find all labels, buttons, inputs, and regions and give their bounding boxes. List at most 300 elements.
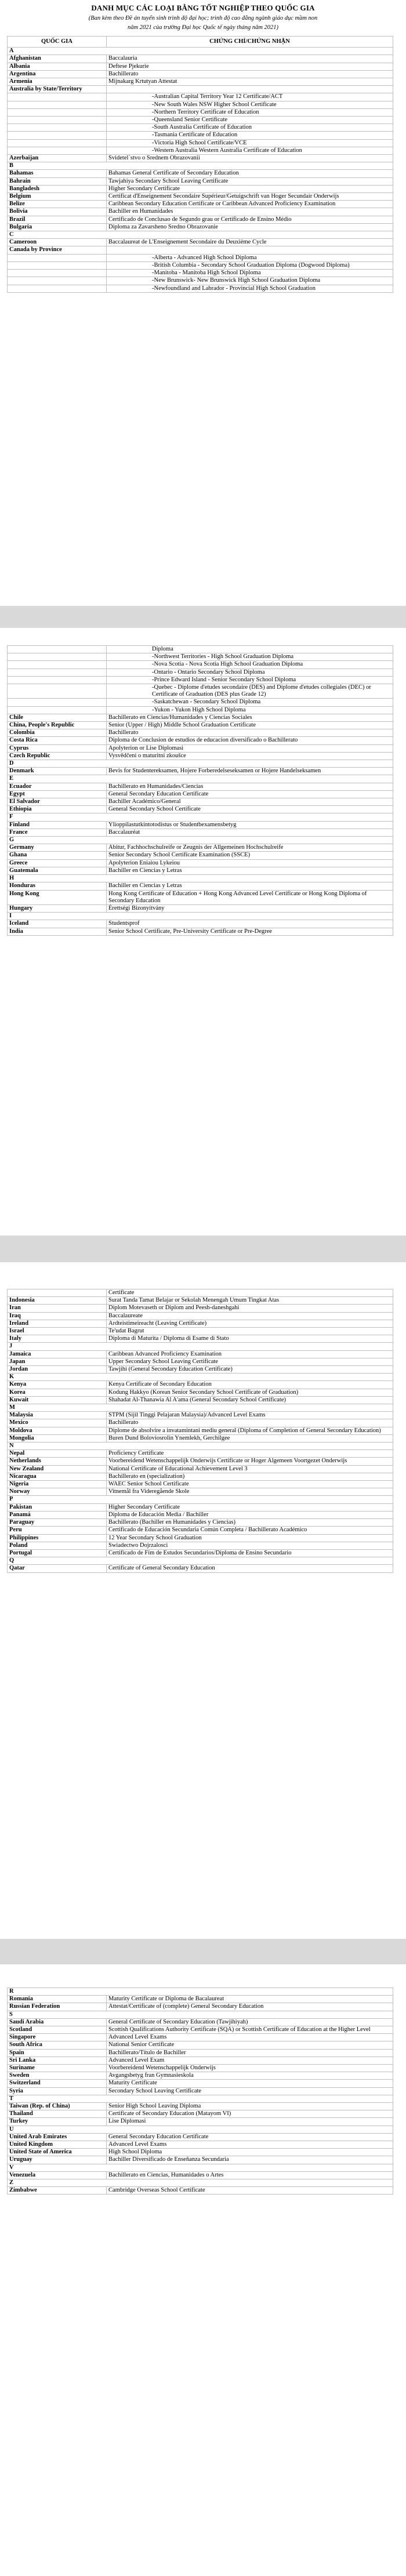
certificate-cell: Mijnakarg Krtutyan Attestat <box>107 78 393 86</box>
country-cell: Australia by State/Territory <box>8 86 107 93</box>
certificate-cell: National Senior Certificate <box>107 2041 393 2049</box>
section-letter-row <box>8 2011 393 2018</box>
country-cell-empty <box>8 261 107 269</box>
certificate-cell: Diplom Motevaseth or Diplom and Peesh-daneshgahi <box>107 1305 393 1312</box>
table-subrow <box>8 147 393 154</box>
country-cell: Bolivia <box>8 208 107 216</box>
country-cell: El Salvador <box>8 798 107 806</box>
table-row <box>8 1434 393 1442</box>
table-row <box>8 1565 393 1572</box>
country-cell: South Africa <box>8 2041 107 2049</box>
certificate-cell: Diploma za Zavarsheno Sredno Obrazovanie <box>107 223 393 231</box>
country-cell: Afghanistan <box>8 55 107 63</box>
table-subrow <box>8 285 393 292</box>
country-cell: Qatar <box>8 1565 107 1572</box>
section-letter-row <box>8 231 393 239</box>
section-letter-row <box>8 48 393 55</box>
table-row <box>8 246 393 254</box>
country-cell: Portugal <box>8 1549 107 1557</box>
country-cell: Iceland <box>8 920 107 928</box>
country-cell: Malaysia <box>8 1412 107 1419</box>
table-row <box>8 2110 393 2118</box>
table-row <box>8 1534 393 1542</box>
document-header <box>0 0 406 31</box>
country-cell: Panamá <box>8 1511 107 1518</box>
country-cell: Nicaragua <box>8 1473 107 1480</box>
country-cell: Belgium <box>8 193 107 201</box>
certificate-cell: Cambridge Overseas School Certificate <box>107 2187 393 2194</box>
table-row <box>8 920 393 928</box>
table-row <box>8 1473 393 1480</box>
certificate-subitem: -Western Australia Western Australia Certificate of Education <box>107 147 393 154</box>
certificate-cell: Advanced Level Exams <box>107 2141 393 2149</box>
certificate-cell: Te'udat Bagrut <box>107 1328 393 1335</box>
table-subrow <box>8 270 393 277</box>
certificate-cell: National Certificate of Educational Achievement Level 3 <box>107 1465 393 1473</box>
table-row <box>8 177 393 185</box>
country-cell: Syria <box>8 2087 107 2095</box>
country-cell: Taiwan (Rep. of China) <box>8 2103 107 2110</box>
certificate-cell: Studentsprof <box>107 920 393 928</box>
country-cell: Romania <box>8 1996 107 2003</box>
certificate-subitem: -Ontario - Ontario Secondary School Diploma <box>107 668 393 676</box>
table-row <box>8 821 393 829</box>
certificate-subitem: -Queensland Senior Certificate <box>107 117 393 124</box>
certificate-subitem: Diploma <box>107 646 393 653</box>
country-cell: Israel <box>8 1328 107 1335</box>
section-letter: C <box>8 231 393 239</box>
certificate-cell: Bachillerato en Ciencias, Humanidades o Artes <box>107 2171 393 2179</box>
country-cell: New Zealand <box>8 1465 107 1473</box>
certificate-cell: Vitnemål fra Videregående Skole <box>107 1488 393 1496</box>
table-subrow <box>8 93 393 101</box>
section-letter-row <box>8 2095 393 2102</box>
certificate-table-body <box>8 1988 393 2194</box>
table-row <box>8 1297 393 1305</box>
table-row <box>8 806 393 813</box>
table-row <box>8 1328 393 1335</box>
certificate-cell: Diploma de Conclusion de estudios de educacion diversificado o Bachillerato <box>107 737 393 744</box>
certificate-cell: Baccalauréat <box>107 829 393 836</box>
table-row <box>8 2041 393 2049</box>
table-row <box>8 882 393 890</box>
table-row <box>8 170 393 177</box>
table-row <box>8 201 393 208</box>
certificate-cell: Bachillerato (Bachiller en Humanidades y Ciencias) <box>107 1519 393 1527</box>
table-row <box>8 852 393 859</box>
certificate-cell: Ylioppilastutkintotodistus or Studentbexamensbetyg <box>107 821 393 829</box>
section-letter-row <box>8 162 393 170</box>
certificate-cell: Érettségi Bizonyítvány <box>107 904 393 912</box>
table-row <box>8 1350 393 1358</box>
table-row <box>8 193 393 201</box>
section-letter: Z <box>8 2179 393 2187</box>
country-cell: Suriname <box>8 2065 107 2072</box>
table-row <box>8 1396 393 1404</box>
country-cell-empty <box>8 108 107 116</box>
certificate-cell: Maturity Certificate or Diploma de Bacalaureat <box>107 1996 393 2003</box>
table-row <box>8 1305 393 1312</box>
country-cell: Indonesia <box>8 1297 107 1305</box>
section-letter-row <box>8 775 393 783</box>
table-subrow <box>8 653 393 661</box>
certificate-table <box>7 645 393 936</box>
table-row <box>8 86 393 93</box>
section-letter: B <box>8 162 393 170</box>
document-page-1 <box>0 0 406 606</box>
country-cell: Jamaica <box>8 1350 107 1358</box>
certificate-cell: Certificate <box>107 1289 393 1297</box>
table-row <box>8 216 393 223</box>
table-row <box>8 2087 393 2095</box>
certificate-cell: Bachiller en Ciencias y Letras <box>107 882 393 890</box>
table-row <box>8 783 393 790</box>
certificate-cell: Bachiller Académico/General <box>107 798 393 806</box>
certificate-cell: Tawjihi (General Secondary Education Certificate) <box>107 1366 393 1374</box>
certificate-cell: Ardteistimeireacht (Leaving Certificate) <box>107 1320 393 1327</box>
country-cell: Denmark <box>8 768 107 775</box>
table-subrow <box>8 676 393 684</box>
section-letter-row <box>8 2164 393 2171</box>
table-row <box>8 1465 393 1473</box>
table-row <box>8 1458 393 1465</box>
table-subrow <box>8 699 393 706</box>
section-letter: Q <box>8 1557 393 1565</box>
table-row <box>8 859 393 867</box>
country-cell-empty <box>8 139 107 147</box>
certificate-table <box>7 1988 393 2194</box>
table-row <box>8 2118 393 2126</box>
country-cell-empty <box>8 646 107 653</box>
certificate-cell: Tawjahiya Secondary School Leaving Certificate <box>107 177 393 185</box>
country-cell-empty <box>8 285 107 292</box>
country-cell: Venezuela <box>8 2171 107 2179</box>
table-row <box>8 1289 393 1297</box>
country-cell: Nepal <box>8 1450 107 1458</box>
table-row <box>8 185 393 192</box>
table-row <box>8 928 393 935</box>
country-cell: Nigeria <box>8 1481 107 1488</box>
table-subrow <box>8 132 393 139</box>
certificate-cell: Proficiency Certificate <box>107 1450 393 1458</box>
section-letter: F <box>8 813 393 821</box>
section-letter-row <box>8 837 393 844</box>
country-cell: Paraguay <box>8 1519 107 1527</box>
country-cell: Sweden <box>8 2072 107 2080</box>
country-cell: Iran <box>8 1305 107 1312</box>
section-letter: I <box>8 913 393 920</box>
country-cell: Mexico <box>8 1419 107 1427</box>
table-row <box>8 2057 393 2064</box>
section-letter-row <box>8 875 393 882</box>
table-row <box>8 155 393 162</box>
certificate-cell: Vysvědčeni o maturitni zkoušce <box>107 752 393 760</box>
certificate-cell: Kodung Hakkyo (Korean Senior Secondary School Certificate of Graduation) <box>107 1389 393 1396</box>
certificate-cell: Apolyterion Eniaiou Lykeiou <box>107 859 393 867</box>
country-cell: Sri Lanka <box>8 2057 107 2064</box>
section-letter: M <box>8 1404 393 1412</box>
certificate-cell: Bachillerato en Ciencias/Humanidades y Ciencias Sociales <box>107 714 393 721</box>
country-cell-empty <box>8 101 107 108</box>
table-row <box>8 714 393 721</box>
certificate-subitem: -Yukon - Yukon High School Diploma <box>107 706 393 714</box>
certificate-subitem: -Manitoba - Manitoba High School Diploma <box>107 270 393 277</box>
country-cell <box>8 1289 107 1297</box>
table-row <box>8 63 393 70</box>
country-cell: Armenia <box>8 78 107 86</box>
table-row <box>8 1412 393 1419</box>
country-cell: Brazil <box>8 216 107 223</box>
section-letter: K <box>8 1374 393 1381</box>
certificate-cell: Advanced Level Exam <box>107 2057 393 2064</box>
certificate-cell: Bachillerato/Título de Bachiller <box>107 2049 393 2057</box>
document-page-4 <box>0 1964 406 2576</box>
country-cell: Iraq <box>8 1312 107 1320</box>
table-row <box>8 1358 393 1365</box>
table-row <box>8 1335 393 1343</box>
certificate-cell: Advanced Level Exams <box>107 2034 393 2041</box>
certificate-cell: Diploma di Maturita / Diploma di Esame di Stato <box>107 1335 393 1343</box>
country-cell: Uruguay <box>8 2156 107 2164</box>
section-letter: V <box>8 2164 393 2171</box>
certificate-table-body <box>8 37 393 293</box>
table-subrow <box>8 124 393 132</box>
table-row <box>8 1527 393 1534</box>
country-cell: Mongolia <box>8 1434 107 1442</box>
section-letter: H <box>8 875 393 882</box>
table-subrow <box>8 101 393 108</box>
country-cell: Scotland <box>8 2026 107 2034</box>
country-cell: Bulgaria <box>8 223 107 231</box>
country-cell: Hong Kong <box>8 890 107 904</box>
table-row <box>8 1542 393 1549</box>
certificate-cell: Certificado de Educación Secundaria Común Completa / Bachillerato Académico <box>107 1527 393 1534</box>
country-cell: Greece <box>8 859 107 867</box>
certificate-cell: High School Diploma <box>107 2149 393 2156</box>
document-subtitle-line-2: năm 2021 của trường Đại học Quốc tế ngày tháng năm 2021) <box>127 24 279 31</box>
certificate-cell: Apolyterion or Lise Diplomasi <box>107 744 393 752</box>
country-cell: Switzerland <box>8 2080 107 2087</box>
table-subrow <box>8 277 393 285</box>
table-subrow <box>8 139 393 147</box>
country-cell-empty <box>8 93 107 101</box>
certificate-cell: Bachillerato en (specialization) <box>107 1473 393 1480</box>
certificate-cell: WAEC Senior School Certificate <box>107 1481 393 1488</box>
table-row <box>8 1996 393 2003</box>
document-page-2 <box>0 628 406 1236</box>
section-letter-row <box>8 1374 393 1381</box>
certificate-subitem: -Victoria High School Certificate/VCE <box>107 139 393 147</box>
table-row <box>8 1366 393 1374</box>
country-cell: Costa Rica <box>8 737 107 744</box>
table-header-row <box>8 37 393 48</box>
country-cell-empty <box>8 124 107 132</box>
country-cell: Bangladesh <box>8 185 107 192</box>
table-row <box>8 844 393 852</box>
country-cell: Cameroon <box>8 239 107 246</box>
section-letter: P <box>8 1496 393 1503</box>
section-letter-row <box>8 1343 393 1350</box>
table-row <box>8 1503 393 1511</box>
country-cell: United State of America <box>8 2149 107 2156</box>
table-row <box>8 2034 393 2041</box>
table-row <box>8 1427 393 1434</box>
certificate-cell: Shahadat Al-Thanawia Al A'ama (General Secondary School Certificate) <box>107 1396 393 1404</box>
certificate-cell: Certificado de Conclusao de Segundo grau or Certificado de Ensino Médio <box>107 216 393 223</box>
table-row <box>8 737 393 744</box>
table-row <box>8 1389 393 1396</box>
table-row <box>8 1419 393 1427</box>
certificate-cell: STPM (Sijil Tinggi Pelajaran Malaysia)/Advanced Level Exams <box>107 1412 393 1419</box>
certificate-subitem: -Australian Capital Territory Year 12 Certificate/ACT <box>107 93 393 101</box>
table-row <box>8 1488 393 1496</box>
section-letter-row <box>8 913 393 920</box>
table-row <box>8 768 393 775</box>
certificate-cell: Bachiller Diversificado de Enseñanza Secundaria <box>107 2156 393 2164</box>
country-cell: Netherlands <box>8 1458 107 1465</box>
table-row <box>8 2156 393 2164</box>
certificate-cell: Svidetel`stvo o Srednem Obrazovanii <box>107 155 393 162</box>
certificate-subitem: -British Columbia - Secondary School Graduation Diploma (Dogwood Diploma) <box>107 261 393 269</box>
table-row <box>8 2049 393 2057</box>
certificate-subitem: -Northwest Territories - High School Graduation Diploma <box>107 653 393 661</box>
document-subtitle-line-1: (Ban kèm theo Đề án tuyển sinh trình độ đại học; trình độ cao đẳng ngành giáo dục mầm non <box>88 15 318 21</box>
country-cell: Bahrain <box>8 177 107 185</box>
certificate-subitem: -Alberta - Advanced High School Diploma <box>107 254 393 261</box>
table-row <box>8 729 393 737</box>
document-page-3 <box>0 1262 406 1939</box>
table-row <box>8 798 393 806</box>
section-letter: J <box>8 1343 393 1350</box>
country-cell: China, People's Republic <box>8 722 107 729</box>
certificate-cell: Bevis for Studentereksamen, Hojere Forberedelseseksamen or Hojere Handelseksamen <box>107 768 393 775</box>
country-cell: India <box>8 928 107 935</box>
section-letter: T <box>8 2095 393 2102</box>
country-cell: Kenya <box>8 1381 107 1389</box>
certificate-cell: Senior School Certificate, Pre-University Certificate or Pre-Degree <box>107 928 393 935</box>
country-cell: Russian Federation <box>8 2003 107 2011</box>
table-row <box>8 70 393 78</box>
table-subrow <box>8 706 393 714</box>
table-subrow <box>8 646 393 653</box>
table-subrow <box>8 117 393 124</box>
country-cell: Bahamas <box>8 170 107 177</box>
country-cell: Chile <box>8 714 107 721</box>
country-cell: Italy <box>8 1335 107 1343</box>
certificate-cell: Secondary School Leaving Certificate <box>107 2087 393 2095</box>
country-cell: Argentina <box>8 70 107 78</box>
certificate-cell: Baccalaureate <box>107 1312 393 1320</box>
country-cell-empty <box>8 132 107 139</box>
table-row <box>8 55 393 63</box>
certificate-cell: Certificat d'Enseignement Secondaire Supérieur/Getuigschrift van Hoger Secundair Onderwijs <box>107 193 393 201</box>
section-letter-row <box>8 1496 393 1503</box>
table-row <box>8 78 393 86</box>
section-letter: U <box>8 2126 393 2133</box>
country-cell: Albania <box>8 63 107 70</box>
country-cell: Ghana <box>8 852 107 859</box>
table-row <box>8 2171 393 2179</box>
certificate-cell: Voorbereidend Wetenschappelijk Onderwijs <box>107 2065 393 2072</box>
certificate-cell: Certificate of Secondary Education (Matayom VI) <box>107 2110 393 2118</box>
country-cell: Colombia <box>8 729 107 737</box>
table-row <box>8 2149 393 2156</box>
section-letter: S <box>8 2011 393 2018</box>
certificate-subitem: -Quebec - Diplome d'etudes secondaire (DES) and Diplome d'etudes collegiales (DEC) or Certificate of Graduation (DES plus Grade 12) <box>107 684 393 699</box>
country-cell: Saudi Arabia <box>8 2018 107 2026</box>
certificate-subitem: -Northern Territory Certificate of Education <box>107 108 393 116</box>
country-cell: Finland <box>8 821 107 829</box>
country-cell: United Arab Emirates <box>8 2133 107 2141</box>
certificate-cell: Voorbereidend Wetenschappelijk Onderwijs Certificate or Hoger Algemeen Voortgezet Onderwijs <box>107 1458 393 1465</box>
certificate-subitem: -Newfoundland and Labrador - Provincial High School Graduation <box>107 285 393 292</box>
certificate-cell: Attestat/Certificate of (complete) General Secondary Education <box>107 2003 393 2011</box>
table-row <box>8 744 393 752</box>
table-row <box>8 2026 393 2034</box>
table-row <box>8 790 393 798</box>
table-row <box>8 867 393 874</box>
certificate-cell: General Secondary School Certificate <box>107 806 393 813</box>
section-letter: N <box>8 1443 393 1450</box>
certificate-cell: Abitur, Fachhochschulreife or Zeugnis der Allgemeinen Hochschulreife <box>107 844 393 852</box>
certificate-subitem: -New Brunswick- New Brunswick High School Graduation Diploma <box>107 277 393 285</box>
certificate-cell: Swiadectwo Dojrzalosci <box>107 1542 393 1549</box>
country-cell: Moldova <box>8 1427 107 1434</box>
table-row <box>8 722 393 729</box>
certificate-subitem: -Saskatchewan - Secondary School Diploma <box>107 699 393 706</box>
country-cell: Norway <box>8 1488 107 1496</box>
column-header-certificate: CHỨNG CHỈ/CHỨNG NHẬN <box>107 37 393 48</box>
certificate-cell: Bachiller en Humanidades <box>107 208 393 216</box>
table-subrow <box>8 108 393 116</box>
certificate-cell: Scottish Qualifications Authority Certificate (SQA) or Scottish Certificate of Education at the Higher Level <box>107 2026 393 2034</box>
certificate-cell: Caribbean Secondary Education Certificate or Caribbean Advanced Proficiency Examination <box>107 201 393 208</box>
country-cell: Guatemala <box>8 867 107 874</box>
section-letter: R <box>8 1988 393 1996</box>
table-row <box>8 1511 393 1518</box>
country-cell: France <box>8 829 107 836</box>
table-row <box>8 2141 393 2149</box>
certificate-table <box>7 1289 393 1573</box>
table-row <box>8 829 393 836</box>
country-cell: Ireland <box>8 1320 107 1327</box>
country-cell: Thailand <box>8 2110 107 2118</box>
country-cell: Ethiopia <box>8 806 107 813</box>
certificate-cell: Senior (Upper / High) Middle School Graduation Certificate <box>107 722 393 729</box>
certificate-cell: Bachillerato <box>107 729 393 737</box>
section-letter-row <box>8 1988 393 1996</box>
certificate-subitem: -Tasmania Certificate of Education <box>107 132 393 139</box>
section-letter: A <box>8 48 393 55</box>
country-cell: Ecuador <box>8 783 107 790</box>
certificate-cell: Bachiller en Ciencias y Letras <box>107 867 393 874</box>
table-row <box>8 2133 393 2141</box>
country-cell-empty <box>8 706 107 714</box>
table-row <box>8 208 393 216</box>
certificate-cell: Lise Diplomasi <box>107 2118 393 2126</box>
certificate-cell: Bachillerato <box>107 1419 393 1427</box>
certificate-cell: Surat Tanda Tamat Belajar or Sekolah Menengah Umum Tingkat Atas <box>107 1297 393 1305</box>
country-cell-empty <box>8 684 107 699</box>
certificate-cell: Avgangsbetyg fran Gymnasieskola <box>107 2072 393 2080</box>
section-letter-row <box>8 1557 393 1565</box>
table-subrow <box>8 684 393 699</box>
certificate-cell: Baccalauria <box>107 55 393 63</box>
certificate-cell: General Secondary Education Certificate <box>107 2133 393 2141</box>
country-cell-empty <box>8 117 107 124</box>
table-row <box>8 1450 393 1458</box>
table-row <box>8 890 393 904</box>
